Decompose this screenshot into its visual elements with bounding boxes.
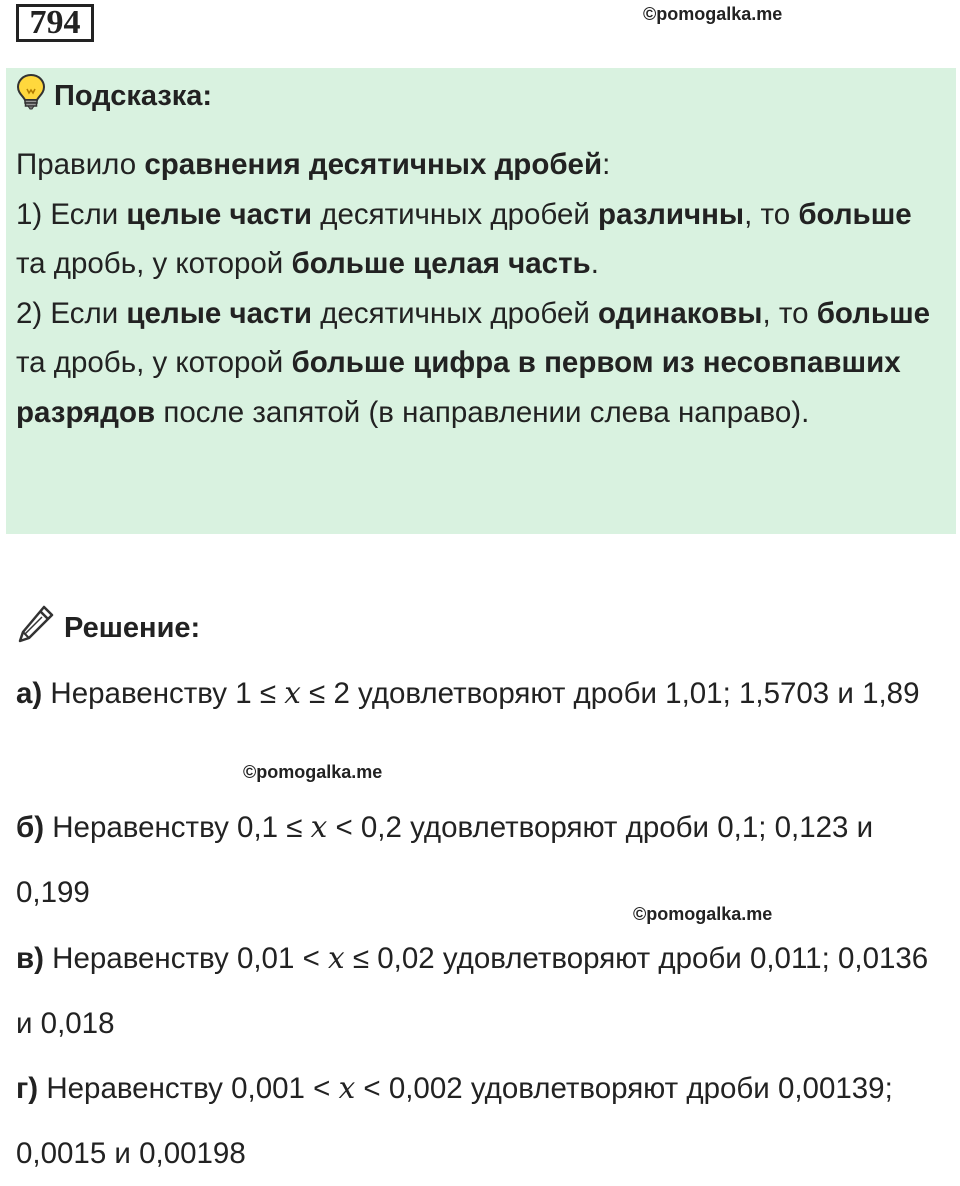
solution-header [16,606,200,650]
hint-rule: Правило сравнения десятичных дробей: [16,148,611,181]
hint-text [16,140,946,437]
hint-header [16,76,212,116]
hint-item-1: 1) Если целые части десятичных дробей различны, то больше та дробь, у которой больше целая часть. [16,197,912,280]
watermark-top: ©pomogalka.me [643,4,783,24]
watermark-bottom: ©pomogalka.me [633,904,773,924]
solution-item-v: в) Неравенству 0,01 < x ≤ 0,02 удовлетворяют дроби 0,011; 0,0136 и 0,018 [16,941,929,1040]
watermark-middle: ©pomogalka.me [243,762,383,782]
lightbulb-icon [16,73,46,119]
solution-title: Решение: [64,611,201,644]
pencil-icon [16,603,56,653]
task-number: 794 [16,4,94,42]
solution-item-g: г) Неравенству 0,001 < x < 0,002 удовлетворяют дроби 0,00139; 0,0015 и 0,00198 [16,1071,893,1170]
solution-item-a: а) Неравенству 1 ≤ x ≤ 2 удовлетворяют дроби 1,01; 1,5703 и 1,89 [16,676,920,710]
solution-item-b: б) Неравенству 0,1 ≤ x < 0,2 удовлетворяют дроби 0,1; 0,123 и 0,199 [16,810,874,909]
hint-title: Подсказка: [54,79,213,112]
hint-item-2: 2) Если целые части десятичных дробей одинаковы, то больше та дробь, у которой больше цифра в первом из несовпавших разрядов после запятой (в направлении слева направо). [16,296,931,429]
